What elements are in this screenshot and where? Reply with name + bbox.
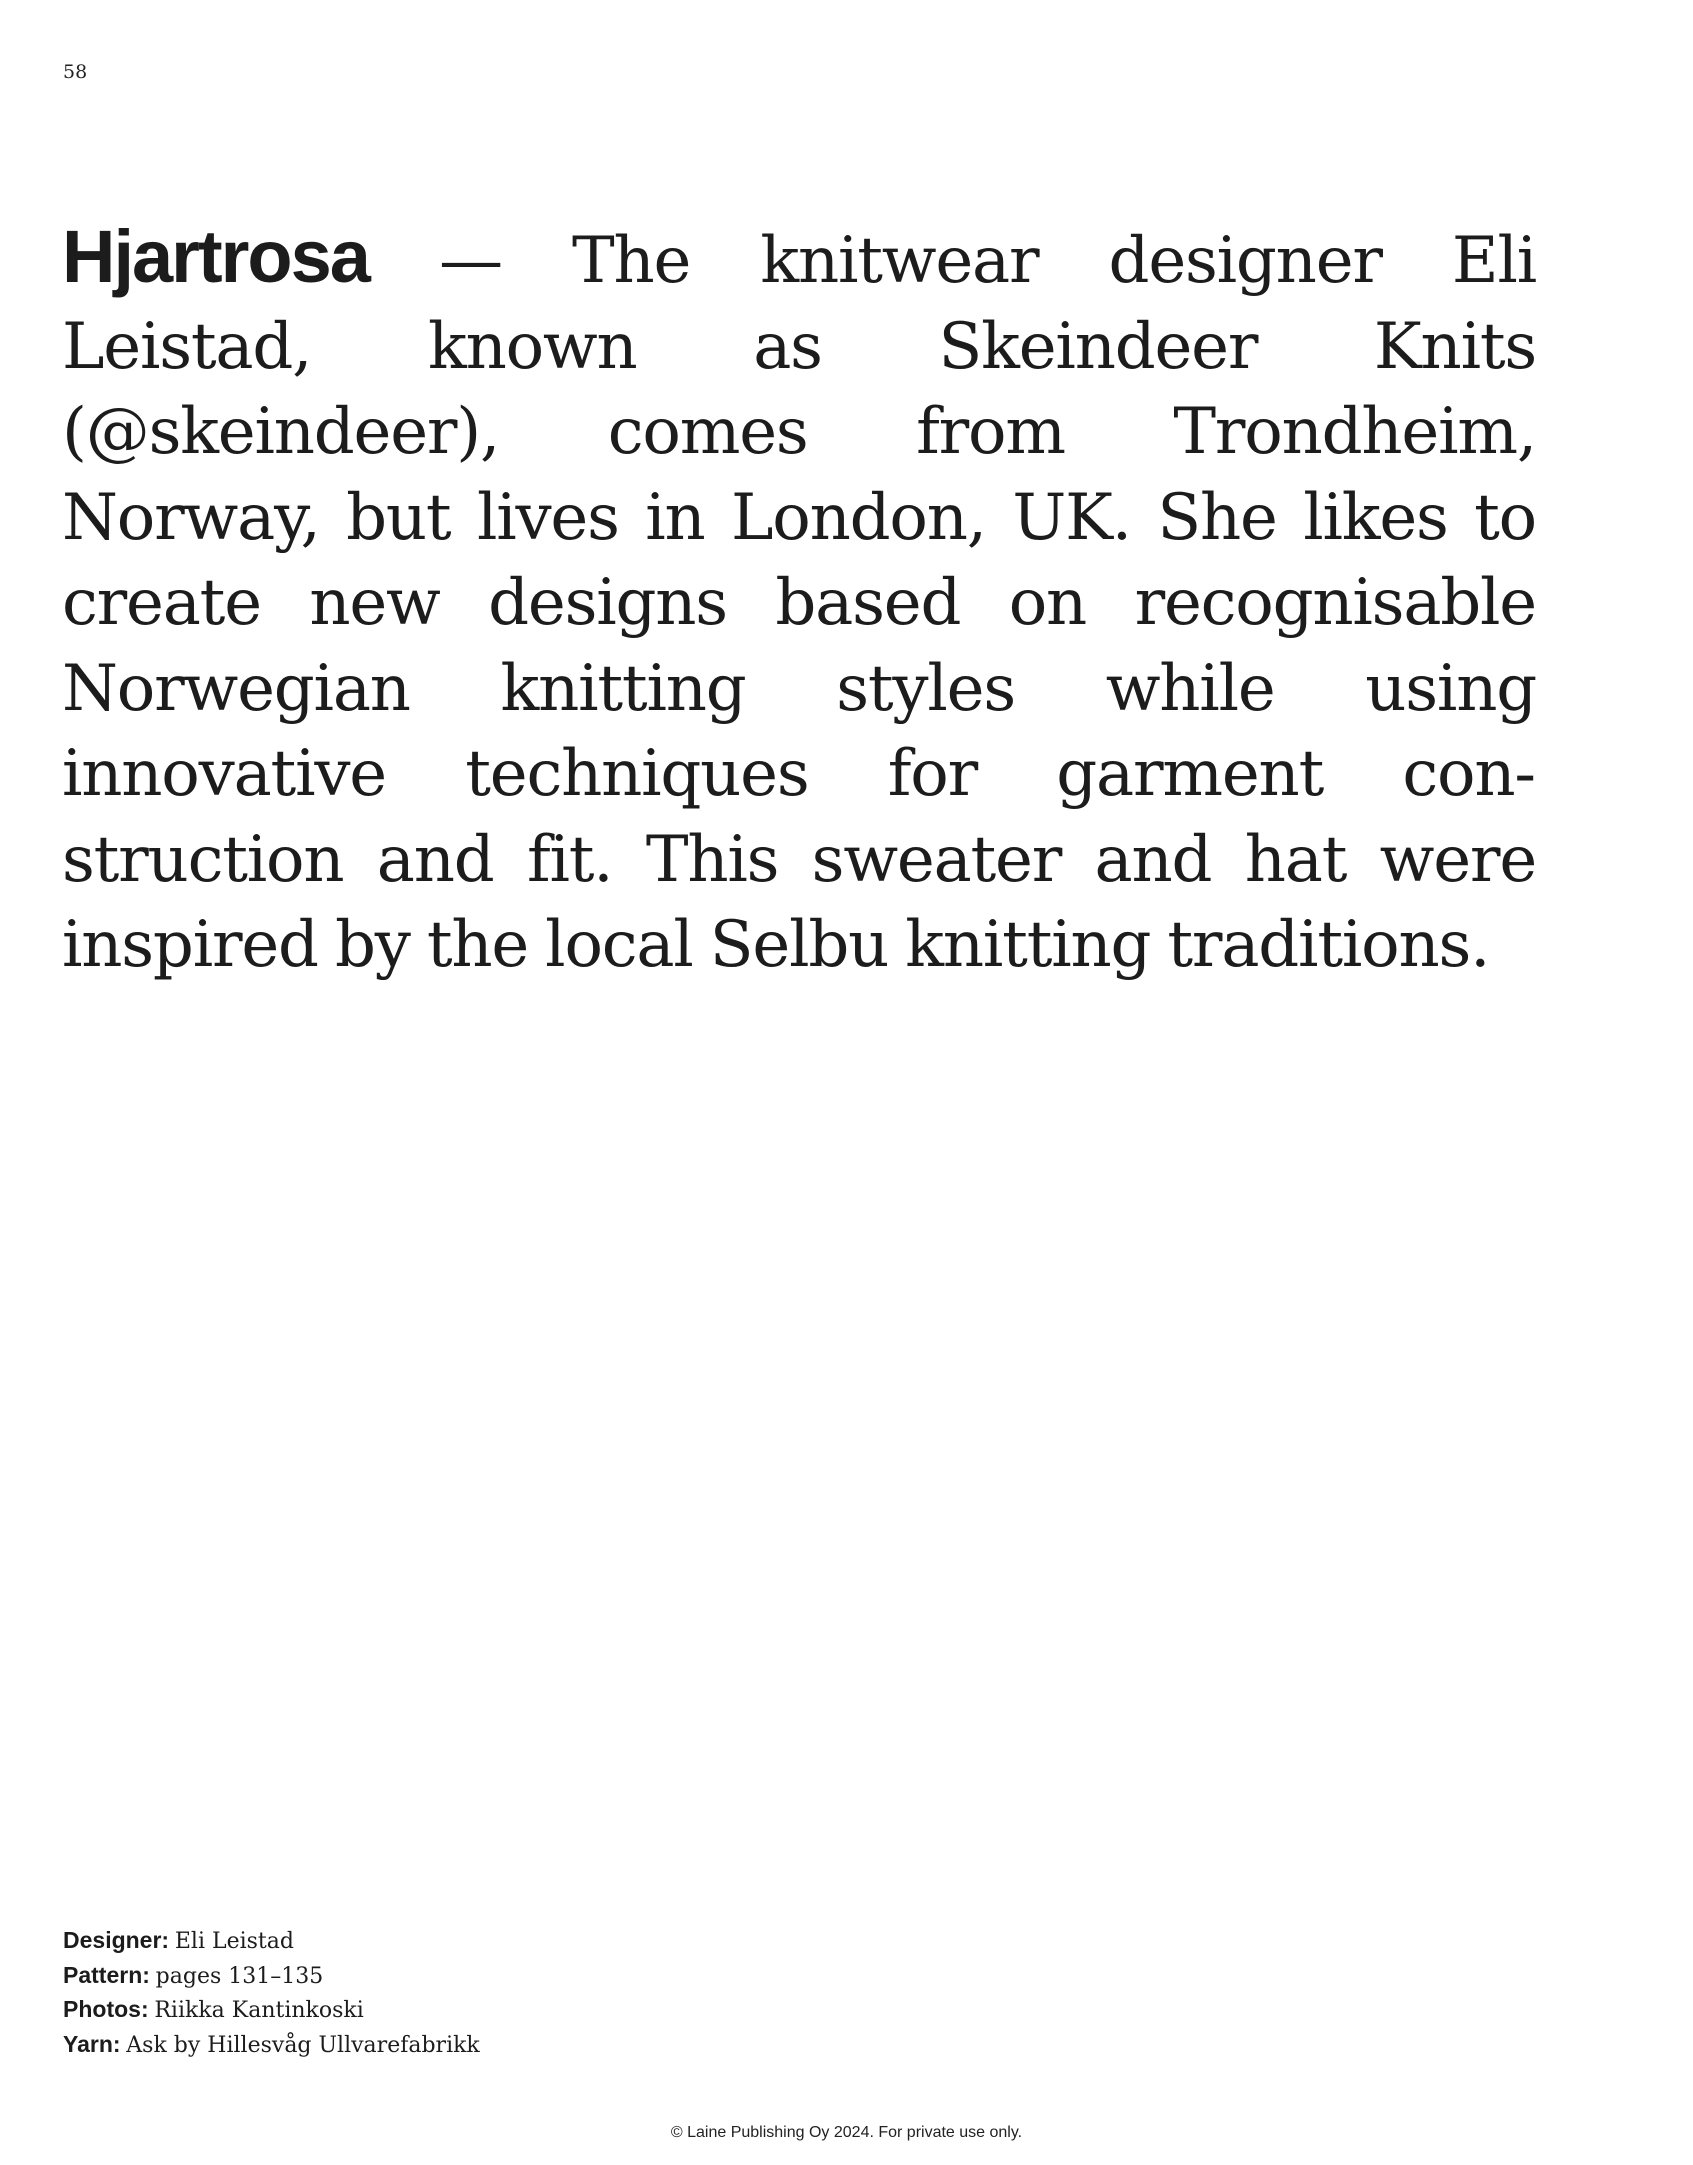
credit-photos xyxy=(63,1993,480,2028)
credit-value: Ask by Hillesvåg Ullvarefabrikk xyxy=(126,2032,480,2058)
lede-paragraph xyxy=(62,214,1536,989)
credit-value: Eli Leistad xyxy=(174,1929,294,1954)
credit-label: Pattern: xyxy=(63,1961,150,1988)
title-separator: — xyxy=(368,224,573,298)
credit-label: Photos: xyxy=(63,1996,149,2022)
credit-yarn xyxy=(63,2028,480,2063)
credit-designer xyxy=(63,1924,480,1959)
credit-label: Designer: xyxy=(63,1927,170,1953)
credits-block xyxy=(63,1924,480,2062)
credit-value: pages 131–135 xyxy=(155,1963,324,1989)
article-title: Hjartrosa xyxy=(62,215,369,298)
credit-pattern xyxy=(63,1959,480,1994)
copyright-footer: © Laine Publishing Oy 2024. For private use only. xyxy=(670,2124,1023,2141)
lede-text: The knitwear designer Eli Leistad, known as Skeindeer Knits (@skeindeer), comes from Trondheim, Norway, but lives in London, UK. She likes to create new designs based on recognisable Norwegian knitting styles while using innovative techniques for garment construction and fit. This sweater and hat were inspired by the local Selbu knitting traditions. xyxy=(62,224,1536,982)
page-number: 58 xyxy=(63,61,88,83)
credit-value: Riikka Kantinkoski xyxy=(154,1998,364,2023)
credit-label: Yarn: xyxy=(63,2030,121,2057)
